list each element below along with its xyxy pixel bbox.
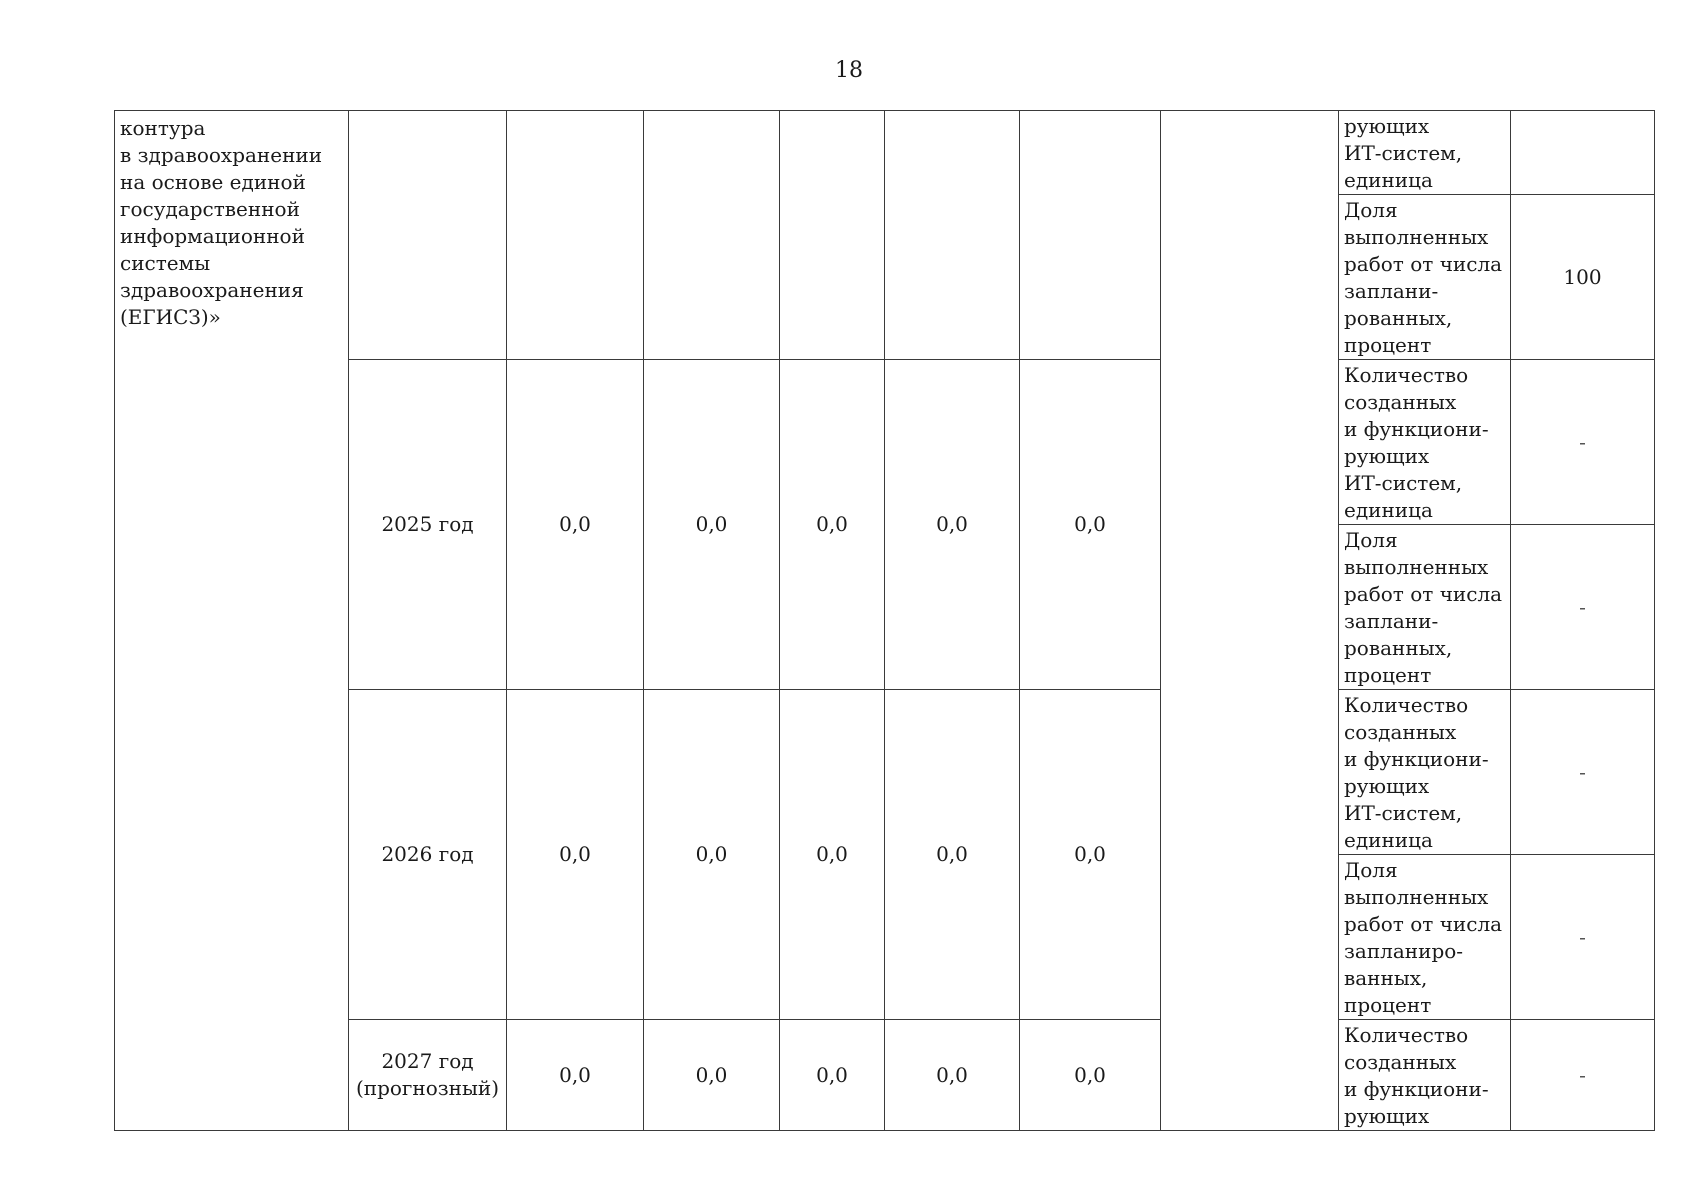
indicator-value-cell: - xyxy=(1511,360,1655,525)
value-cell: 0,0 xyxy=(885,690,1020,1020)
indicator-name-cell: Доля выполненных работ от числа заплани- рованных, процент xyxy=(1339,195,1511,360)
value-cell: 0,0 xyxy=(1020,690,1161,1020)
indicator-value-cell: - xyxy=(1511,855,1655,1020)
value-cell: 0,0 xyxy=(780,1020,885,1131)
value-cell-continued xyxy=(885,111,1020,360)
value-cell: 0,0 xyxy=(885,360,1020,690)
value-cell: 0,0 xyxy=(507,690,644,1020)
value-cell: 0,0 xyxy=(644,1020,780,1131)
value-cell-continued xyxy=(644,111,780,360)
value-cell: 0,0 xyxy=(885,1020,1020,1131)
indicator-value-cell: 100 xyxy=(1511,195,1655,360)
value-cell: 0,0 xyxy=(644,690,780,1020)
table-row xyxy=(115,111,1655,195)
value-cell-continued xyxy=(780,111,885,360)
indicator-value-cell xyxy=(1511,111,1655,195)
value-cell: 0,0 xyxy=(780,360,885,690)
value-cell: 0,0 xyxy=(780,690,885,1020)
indicator-value-cell: - xyxy=(1511,690,1655,855)
measure-name-cell: контура в здравоохранении на основе единой государственной информационной системы здравоохранения (ЕГИСЗ)» xyxy=(115,111,349,1131)
indicator-name-cell: Количество созданных и функциони- рующих ИТ-систем, единица xyxy=(1339,690,1511,855)
program-table xyxy=(114,110,1655,1131)
period-cell-continued xyxy=(349,111,507,360)
indicator-name-cell: рующих ИТ-систем, единица xyxy=(1339,111,1511,195)
responsible-cell xyxy=(1161,111,1339,1131)
value-cell-continued xyxy=(507,111,644,360)
value-cell: 0,0 xyxy=(644,360,780,690)
indicator-value-cell: - xyxy=(1511,525,1655,690)
indicator-name-cell: Доля выполненных работ от числа запланиро- ванных, процент xyxy=(1339,855,1511,1020)
period-cell: 2027 год (прогнозный) xyxy=(349,1020,507,1131)
indicator-name-cell: Доля выполненных работ от числа заплани- рованных, процент xyxy=(1339,525,1511,690)
period-cell: 2026 год xyxy=(349,690,507,1020)
value-cell: 0,0 xyxy=(507,360,644,690)
period-cell: 2025 год xyxy=(349,360,507,690)
indicator-name-cell: Количество созданных и функциони- рующих xyxy=(1339,1020,1511,1131)
value-cell: 0,0 xyxy=(1020,360,1161,690)
indicator-name-cell: Количество созданных и функциони- рующих ИТ-систем, единица xyxy=(1339,360,1511,525)
page-number: 18 xyxy=(835,58,863,83)
indicator-value-cell: - xyxy=(1511,1020,1655,1131)
value-cell: 0,0 xyxy=(507,1020,644,1131)
value-cell-continued xyxy=(1020,111,1161,360)
value-cell: 0,0 xyxy=(1020,1020,1161,1131)
